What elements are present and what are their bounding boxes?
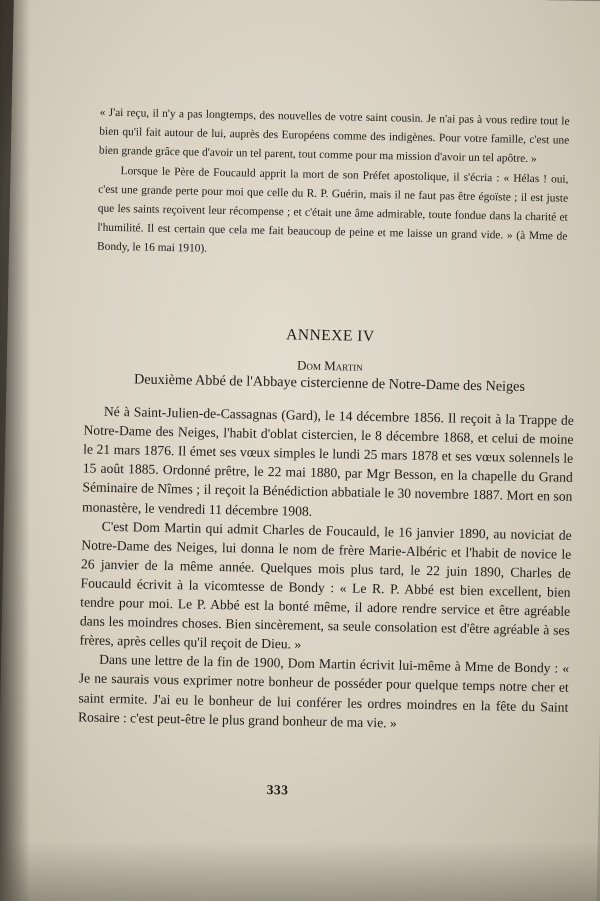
- annex-name: Dom Martin: [296, 357, 363, 374]
- annex-paragraph-3: Dans une lettre de la fin de 1900, Dom Martin écrivit lui-même à Mme de Bondy : « Je ne saurais vous exprimer notre bonheur de posséder pour quelque temps notre cher et saint ermite. J'ai eu le bonheur de lui conférer les ordres moindres en la fête du Saint Rosaire : c'est peut-être le plus grand bonheur de ma vie. »: [77, 652, 570, 731]
- letter-paragraph-2: Lorsque le Père de Foucauld apprit la mort de son Préfet apostolique, il s'écria : « Hélas ! oui, c'est une grande perte pour moi que celle du R. P. Guérin, mais il ne faut pas être égoïste ; il est juste que les saints reçoivent leur récompense ; et c'était une âme admirable, toute fondue dans la charité et l'humilité. Il est certain que cela me fait beaucoup de peine et me laisse un grand vide. » (à Mme de Bondy, le 16 mai 1910).: [96, 164, 569, 256]
- letter-excerpt: [97, 104, 570, 267]
- annex-subtitle: Deuxième Abbé de l'Abbaye cistercienne de Notre-Dame des Neiges: [133, 371, 526, 395]
- annex-paragraph-2: C'est Dom Martin qui admit Charles de Foucauld, le 16 janvier 1890, au noviciat de Notre-Dame des Neiges, lui donna le nom de frère Marie-Albéric et l'habit de novice le 26 janvier de la même année. Quelques mois plus tard, le 22 juin 1890, Charles de Foucauld écrivit à la vicomtesse de Bondy : « Le R. P. Abbé est bien excellent, bien tendre pour moi. Le P. Abbé est la bonté même, il adore rendre service et être agréable dans les moindres choses. Bien sincèrement, sa seule consolation est d'être agréable à ses frères, après celles qu'il reçoit de Dieu. »: [79, 518, 572, 652]
- annex-paragraph-1: Né à Saint-Julien-de-Cassagnas (Gard), le 14 décembre 1856. Il reçoit à la Trappe de Notre-Dame des Neiges, l'habit d'oblat cistercien, le 8 décembre 1868, et celui de moine le 21 mars 1876. Il émet ses vœux simples le lundi 25 mars 1878 et ses vœux solennels le 15 août 1885. Ordonné prêtre, le 22 mai 1880, par Mgr Besson, en la chapelle du Grand Séminaire de Nîmes ; il reçoit la Bénédiction abbatiale le 30 novembre 1887. Mort en son monastère, le vendredi 11 décembre 1908.: [81, 403, 574, 519]
- letter-paragraph-1: « J'ai reçu, il n'y a pas longtemps, des nouvelles de votre saint cousin. Je n'ai pas à vous redire tout le bien qu'il fait autour de lui, auprès des Européens comme des indigènes. Pour votre famille, c'est une bien grande grâce que d'avoir un tel parent, tout comme pour ma mission d'avoir un tel apôtre. »: [98, 106, 570, 166]
- annex-section: [78, 321, 576, 735]
- page-number: 333: [266, 781, 289, 798]
- annex-title: ANNEXE IV: [286, 326, 375, 345]
